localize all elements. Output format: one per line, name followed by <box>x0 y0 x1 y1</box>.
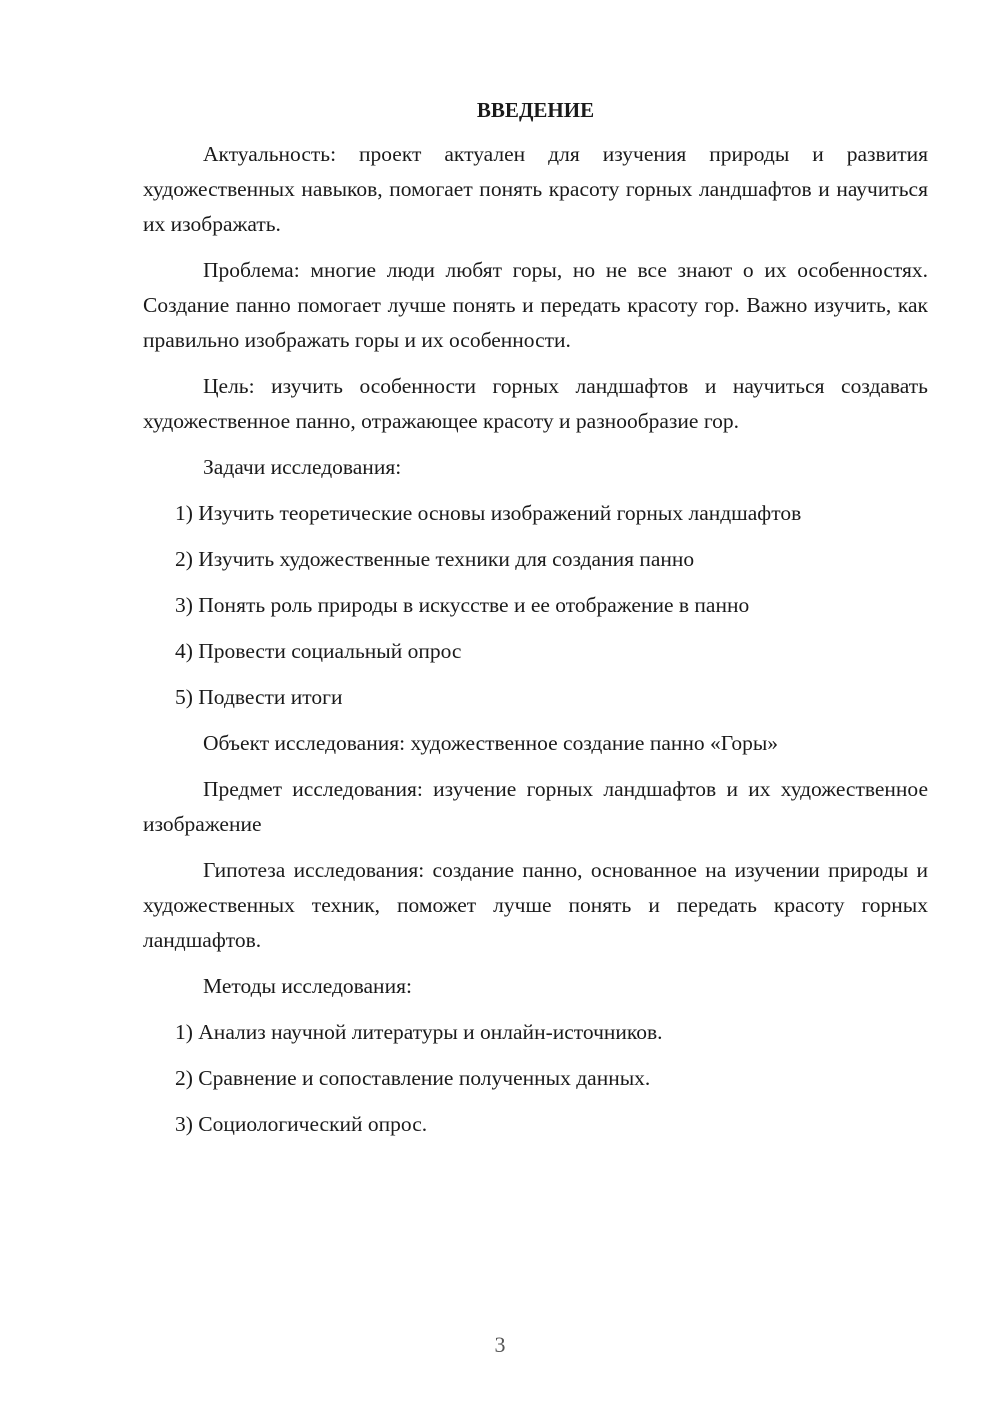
section-title: ВВЕДЕНИЕ <box>476 98 595 122</box>
list-item: 5) Подвести итоги <box>175 685 343 709</box>
list-item: 1) Изучить теоретические основы изображений горных ландшафтов <box>175 501 802 525</box>
list-item: 2) Сравнение и сопоставление полученных данных. <box>175 1066 651 1090</box>
methods-heading: Методы исследования: <box>203 974 412 998</box>
subject-paragraph: Предмет исследования: изучение горных ландшафтов и их художественное изображение <box>143 777 928 836</box>
page-number: 3 <box>494 1332 506 1357</box>
list-item: 3) Понять роль природы в искусстве и ее отображение в панно <box>175 593 750 617</box>
list-item: 3) Социологический опрос. <box>175 1112 428 1136</box>
methods-list <box>143 1015 928 1142</box>
problem-paragraph: Проблема: многие люди любят горы, но не все знают о их особенностях. Создание панно помогает лучше понять и передать красоту гор. Важно изучить, как правильно изображать горы и их особенности. <box>143 258 928 352</box>
relevance-paragraph: Актуальность: проект актуален для изучения природы и развития художественных навыков, помогает понять красоту горных ландшафтов и научиться их изображать. <box>143 142 928 236</box>
hypothesis-paragraph: Гипотеза исследования: создание панно, основанное на изучении природы и художественных техник, поможет лучше понять и передать красоту горных ландшафтов. <box>143 858 928 952</box>
document-page <box>143 94 928 1153</box>
list-item: 2) Изучить художественные техники для создания панно <box>175 547 695 571</box>
object-paragraph: Объект исследования: художественное создание панно «Горы» <box>203 731 779 755</box>
tasks-list <box>143 496 928 715</box>
tasks-heading: Задачи исследования: <box>203 455 402 479</box>
goal-paragraph: Цель: изучить особенности горных ландшафтов и научиться создавать художественное панно, отражающее красоту и разнообразие гор. <box>143 374 928 433</box>
list-item: 1) Анализ научной литературы и онлайн-источников. <box>175 1020 663 1044</box>
list-item: 4) Провести социальный опрос <box>175 639 462 663</box>
